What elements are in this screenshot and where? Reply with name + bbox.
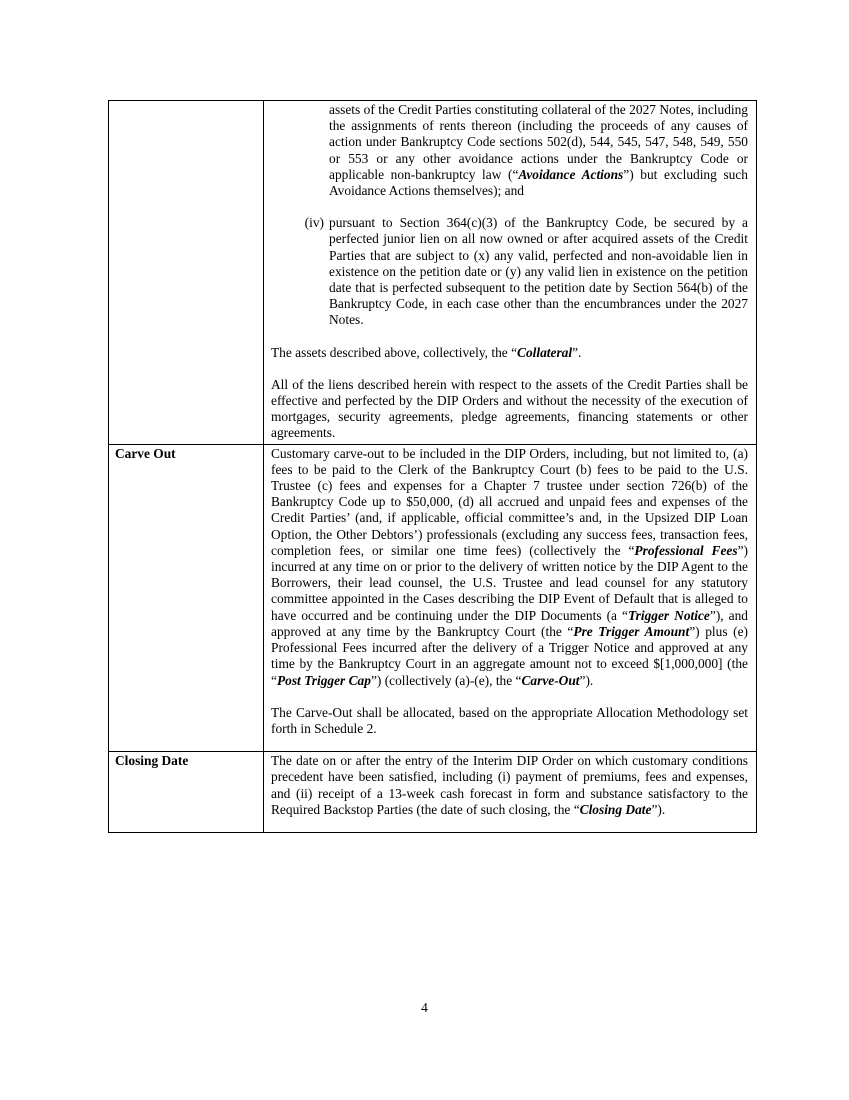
allocation-paragraph: The Carve-Out shall be allocated, based on the appropriate Allocation Methodology set forth in Schedule 2. (271, 704, 748, 736)
defined-term-carve-out: Carve-Out (521, 672, 580, 688)
defined-term-pre-trigger-amount: Pre Trigger Amount (573, 623, 690, 639)
defined-term-collateral: Collateral (517, 344, 573, 360)
clause-text: pursuant to Section 364(c)(3) of the Bankruptcy Code, be secured by a perfected junior lien on all now owned or after acquired assets of the Credit Parties that are subject to (x) any valid, perfected and non-avoidable lien in existence on the petition date or (y) any valid lien in existence on the petition date that is perfected subsequent to the petition date by Section 564(b) of the Bankruptcy Code, in each case other than the encumbrances under the 2027 Notes. (329, 215, 748, 328)
defined-term-trigger-notice: Trigger Notice (627, 607, 710, 623)
table-row (109, 752, 757, 833)
closing-date-section (264, 752, 757, 833)
page-number: 4 (421, 1000, 428, 1015)
defined-term-closing-date: Closing Date (579, 801, 652, 817)
clause-iv (271, 215, 748, 328)
clause-iii-continuation: assets of the Credit Parties constituting collateral of the 2027 Notes, including the assignments of rents thereon (including the proceeds of any causes of action under Bankruptcy Code sections 502(d), 544, 545, 547, 548, 549, 550 or 553 or any other avoidance actions under the Bankruptcy Code or applicable non-bankruptcy law (“Avoidance Actions”) but excluding such Avoidance Actions themselves); and (329, 102, 748, 199)
carve-out-section (264, 444, 757, 751)
clause-number: (iv) (304, 215, 324, 231)
carve-out-paragraph: Customary carve-out to be included in the DIP Orders, including, but not limited to, (a) fees to be paid to the Clerk of the Bankruptcy Court (b) fees to be paid to the U.S. Trustee (c) fees and expenses for a Chapter 7 trustee under section 726(b) of the Bankruptcy Code up to $50,000, (d) all accrued and unpaid fees and expenses of the Credit Parties’ (and, if applicable, official committee’s and, in the Upsized DIP Loan Option, the Other Debtors’) professionals (excluding any success fees, transaction fees, completion fees, or similar one time fees) (collectively the “Professional Fees”) incurred at any time on or prior to the delivery of written notice by the DIP Agent to the Borrowers, their lead counsel, the U.S. Trustee and lead counsel for any statutory committee appointed in the Cases describing the DIP Event of Default that is alleged to have occurred and be continuing under the DIP Documents (a “Trigger Notice”), and approved at any time by the Bankruptcy Court (the “Pre Trigger Amount”) plus (e) Professional Fees incurred after the delivery of a Trigger Notice and approved at any time by the Bankruptcy Court in an aggregate amount not to exceed $[1,000,000] (the “Post Trigger Cap”) (collectively (a)-(e), the “Carve-Out”). (271, 445, 748, 688)
collateral-section (264, 101, 757, 445)
closing-date-paragraph: The date on or after the entry of the Interim DIP Order on which customary conditions precedent have been satisfied, including (i) payment of premiums, fees and expenses, and (ii) receipt of a 13-week cash forecast in form and substance satisfactory to the Required Backstop Parties (the date of such closing, the “Closing Date”). (271, 753, 748, 817)
defined-term-professional-fees: Professional Fees (634, 542, 738, 558)
row-label-closing-date: Closing Date (109, 752, 264, 833)
row-label-empty (109, 101, 264, 445)
defined-term-avoidance-actions: Avoidance Actions (518, 166, 624, 182)
table-row (109, 444, 757, 751)
collateral-definition: The assets described above, collectively, the “Collateral”. (271, 344, 582, 360)
liens-paragraph: All of the liens described herein with respect to the assets of the Credit Parties shall be effective and perfected by the DIP Orders and without the necessity of the execution of mortgages, security agreements, pledge agreements, financing statements or other agreements. (271, 376, 748, 441)
defined-term-post-trigger-cap: Post Trigger Cap (276, 672, 371, 688)
table-row (109, 101, 757, 445)
term-sheet-table (108, 100, 757, 833)
row-label-carve-out: Carve Out (109, 444, 264, 751)
